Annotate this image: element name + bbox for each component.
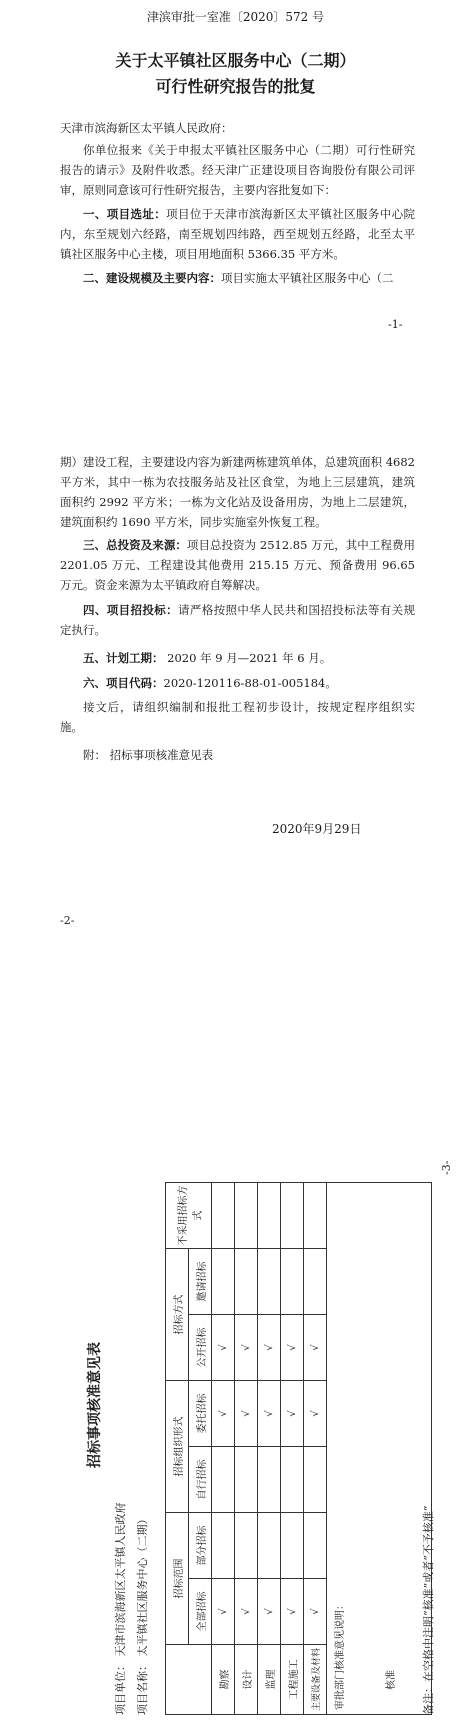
project-name: 项目名称： 太平镇社区服务中心（二期） (136, 1513, 149, 1715)
approval-form-page (10, 1075, 460, 1735)
cell-self (212, 1447, 235, 1513)
page-number-2: -2- (60, 914, 75, 927)
closing-paragraph: 接文后，请组织编制和报批工程初步设计，按规定程序组织实施。 (60, 700, 415, 734)
page-number-3: -3- (440, 1160, 453, 1175)
cell-partial (281, 1513, 304, 1579)
approval-table (165, 1182, 432, 1715)
remarks-cell (327, 1183, 432, 1715)
issue-date: 2020年9月29日 (272, 822, 362, 836)
document-title-line1: 关于太平镇社区服务中心（二期） (115, 51, 356, 70)
section-body: 请严格按照中华人民共和国招投标法等有关规定执行。 (60, 603, 416, 637)
table-row (281, 1183, 304, 1715)
document-number: 津滨审批一室准〔2020〕572 号 (146, 10, 325, 24)
cell-invite (304, 1249, 327, 1315)
header-full: 全部招标 (189, 1579, 212, 1645)
cell-partial (304, 1513, 327, 1579)
approval-form-rotated (10, 1075, 460, 1735)
cell-full: √ (212, 1579, 235, 1645)
cell-open: √ (258, 1315, 281, 1381)
section-body: 项目位于天津市滨海新区太平镇社区服务中心院内，东至规划六经路，南至规划四纬路，西至规划五经路，北至太平镇社区服务中心主楼，项目用地面积 5366.35 平方米。 (60, 207, 415, 261)
section-heading: 一、项目选址： (83, 207, 167, 221)
section-heading: 三、总投资及来源： (83, 538, 187, 552)
cell-entrust: √ (235, 1381, 258, 1447)
cell-invite (235, 1249, 258, 1315)
cell-full: √ (281, 1579, 304, 1645)
row-item: 主要设备及材料 (304, 1645, 327, 1715)
cell-entrust: √ (281, 1381, 304, 1447)
section-bidding (60, 600, 415, 640)
section-body: 项目实施太平镇社区服务中心（二 (221, 271, 394, 285)
row-item: 工程施工 (281, 1645, 304, 1715)
cell-not-used (235, 1183, 258, 1249)
section-code (60, 673, 415, 693)
cell-self (281, 1447, 304, 1513)
section-heading: 四、项目招投标： (83, 603, 178, 617)
header-entrust: 委托招标 (189, 1381, 212, 1447)
attachment-line: 附： 招标事项核准意见表 (83, 748, 214, 762)
cell-open: √ (235, 1315, 258, 1381)
table-row (235, 1183, 258, 1715)
cell-not-used (281, 1183, 304, 1249)
remarks-row (327, 1183, 432, 1715)
table-row (258, 1183, 281, 1715)
remarks-label: 审批部门核准意见说明： (335, 1600, 346, 1710)
section-scale-continued: 期）建设工程，主要建设内容为新建两栋建筑单体，总建筑面积 4682 平方米，其中一栋为农技服务站及社区食堂，为地上三层建筑，建筑面积约 2992 平方米；一栋为文化站及设备用房，为地上二层建筑，建筑面积约 1690 平方米，同步实施室外恢复工程。 (60, 455, 415, 529)
cell-not-used (258, 1183, 281, 1249)
cell-open: √ (304, 1315, 327, 1381)
page-number-1: -1- (388, 318, 403, 331)
row-item: 勘察 (212, 1645, 235, 1715)
header-not-used: 不采用招标方式 (166, 1183, 212, 1249)
approve-label: 核准 (386, 1670, 397, 1690)
cell-invite (212, 1249, 235, 1315)
cell-entrust: √ (212, 1381, 235, 1447)
table-row (304, 1183, 327, 1715)
form-title: 招标事项核准意见表 (87, 1342, 103, 1468)
section-body: 2020-120116-88-01-005184。 (163, 676, 337, 690)
header-partial: 部分招标 (189, 1513, 212, 1579)
cell-partial (235, 1513, 258, 1579)
section-body: 项目总投资为 2512.85 万元，其中工程费用 2201.05 万元、工程建设其他费用 215.15 万元、预备费用 96.65 万元。资金来源为太平镇政府自筹解决。 (60, 538, 415, 592)
cell-self (258, 1447, 281, 1513)
section-heading: 五、计划工期： (83, 651, 164, 665)
header-method: 招标方式 (166, 1249, 189, 1381)
cell-invite (281, 1249, 304, 1315)
cell-not-used (212, 1183, 235, 1249)
cell-full: √ (258, 1579, 281, 1645)
cell-full: √ (304, 1579, 327, 1645)
cell-full: √ (235, 1579, 258, 1645)
header-form: 招标组织形式 (166, 1381, 189, 1513)
cell-self (304, 1447, 327, 1513)
header-item (166, 1645, 212, 1715)
cell-partial (258, 1513, 281, 1579)
section-heading: 六、项目代码： (83, 676, 164, 690)
salutation: 天津市滨海新区太平镇人民政府： (60, 121, 233, 135)
row-item: 监理 (258, 1645, 281, 1715)
cell-partial (212, 1513, 235, 1579)
cell-open: √ (212, 1315, 235, 1381)
section-investment (60, 535, 415, 595)
cell-open: √ (281, 1315, 304, 1381)
cell-invite (258, 1249, 281, 1315)
cell-not-used (304, 1183, 327, 1249)
section-scale (60, 268, 415, 288)
header-self: 自行招标 (189, 1447, 212, 1513)
row-item: 设计 (235, 1645, 258, 1715)
project-unit: 项目单位： 天津市滨海新区太平镇人民政府 (114, 1502, 127, 1715)
cell-self (235, 1447, 258, 1513)
document-title-line2: 可行性研究报告的批复 (155, 77, 316, 96)
cell-entrust: √ (304, 1381, 327, 1447)
table-row (212, 1183, 235, 1715)
header-scope: 招标范围 (166, 1513, 189, 1645)
cell-entrust: √ (258, 1381, 281, 1447)
form-note: 备注：在空格中注明“核准”或者“不予核准” (422, 1505, 435, 1715)
section-site (60, 204, 415, 264)
header-invite: 邀请招标 (189, 1249, 212, 1315)
section-body: 2020 年 9 月—2021 年 6 月。 (163, 651, 332, 665)
intro-paragraph: 你单位报来《关于申报太平镇社区服务中心（二期）可行性研究报告的请示》及附件收悉。经天津广正建设项目咨询股份有限公司评审，原则同意该可行性研究报告，主要内容批复如下： (60, 143, 415, 197)
header-open: 公开招标 (189, 1315, 212, 1381)
section-schedule (60, 648, 415, 668)
section-heading: 二、建设规模及主要内容： (83, 271, 221, 285)
